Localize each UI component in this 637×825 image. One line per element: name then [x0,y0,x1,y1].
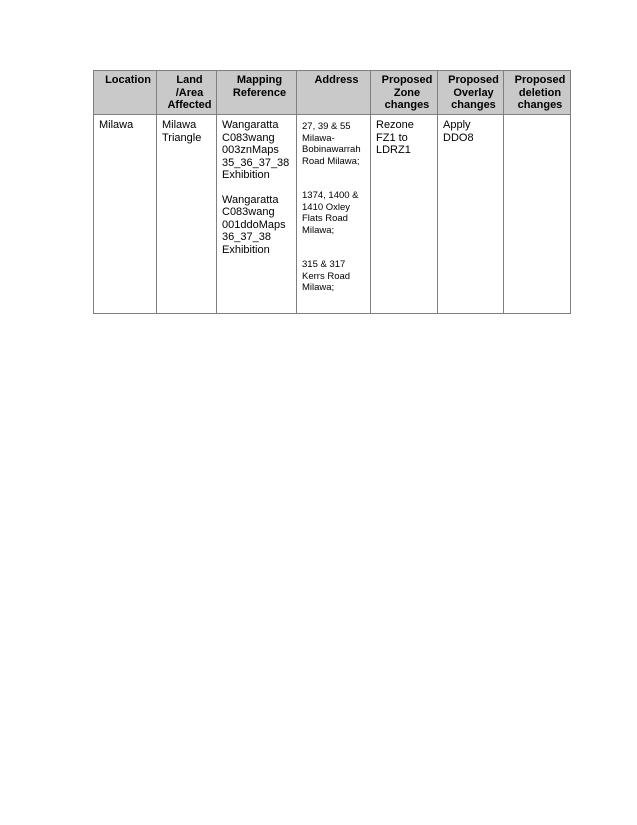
table-header-row [94,71,571,115]
address-2: 1374, 1400 & 1410 Oxley Flats Road Milawa; [302,190,359,236]
header-mapping-reference-label: Mapping Reference [232,74,287,99]
header-overlay-changes-label: Proposed Overlay changes [448,74,499,111]
amendment-table [93,70,571,314]
header-address-label: Address [314,74,359,86]
header-deletion-changes [504,71,571,115]
location-value: Milawa [99,119,134,131]
table-row [94,115,571,314]
address-1: 27, 39 & 55 Milawa- Bobinawarrah Road Milawa; [302,121,361,167]
paragraph-gap [217,182,296,194]
cell-overlay-changes [438,115,504,314]
address-3: 315 & 317 Kerrs Road Milawa; [302,259,351,293]
header-overlay-changes [438,71,504,115]
land-area-value: Milawa Triangle [162,119,202,144]
mapping-reference-1: Wangaratta C083wang 003znMaps 35_36_37_38 Exhibition [222,119,290,181]
zone-changes-value: Rezone FZ1 to LDRZ1 [376,119,414,156]
header-address [297,71,371,115]
paragraph-gap [297,167,370,190]
overlay-changes-value: Apply DDO8 [443,119,474,144]
cell-location [94,115,157,314]
paragraph-gap [297,236,370,259]
header-mapping-reference [217,71,297,115]
header-land-area-label: Land /Area Affected [167,74,212,111]
header-deletion-changes-label: Proposed deletion changes [514,74,566,111]
cell-mapping-reference [217,115,297,314]
cell-deletion-changes [504,115,571,314]
mapping-reference-2: Wangaratta C083wang 001ddoMaps 36_37_38 Exhibition [222,193,286,256]
cell-address [297,115,371,314]
cell-zone-changes [371,115,438,314]
header-location [94,71,157,115]
header-land-area [157,71,217,115]
cell-land-area [157,115,217,314]
header-zone-changes [371,71,438,115]
header-zone-changes-label: Proposed Zone changes [381,74,433,111]
header-location-label: Location [105,74,151,86]
deletion-changes-value [504,115,570,119]
